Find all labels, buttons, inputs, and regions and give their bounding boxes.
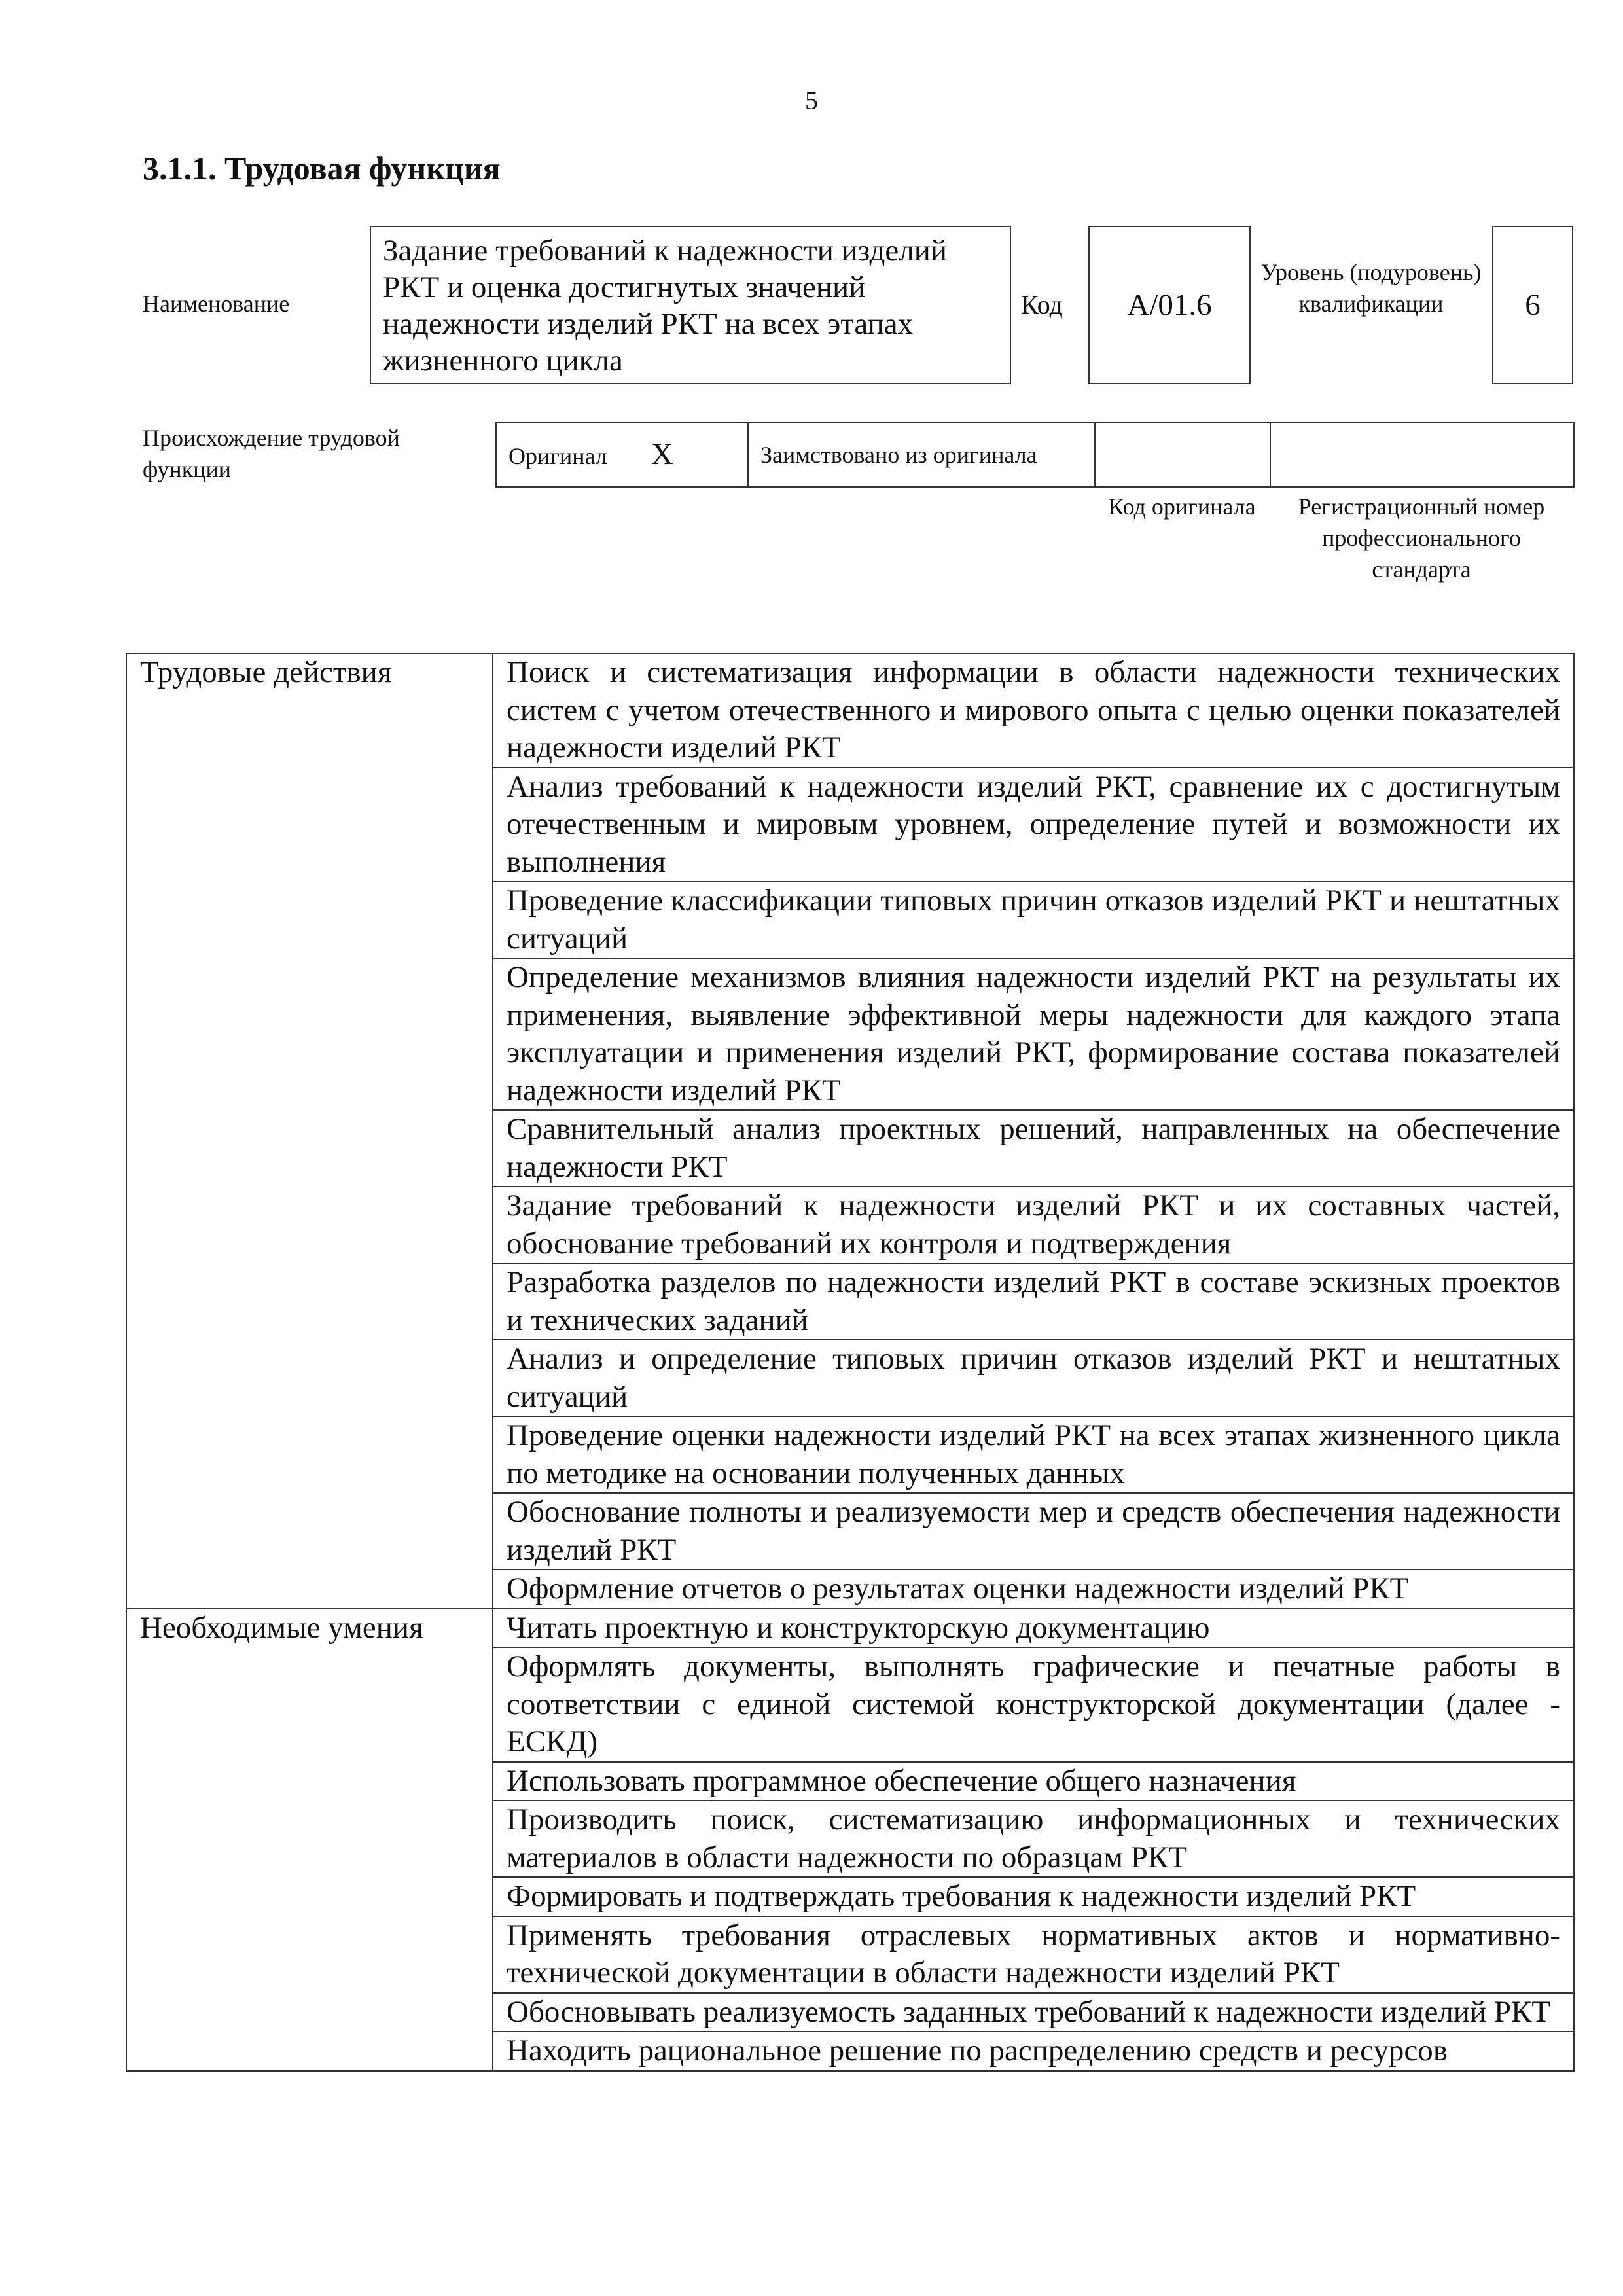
section-category: Трудовые действия [126, 653, 493, 1609]
section-item: Использовать программное обеспечение общего назначения [493, 1762, 1574, 1801]
section-item: Проведение оценки надежности изделий РКТ на всех этапах жизненного цикла по методике на основании полученных данных [493, 1416, 1574, 1493]
section-item: Разработка разделов по надежности изделий РКТ в составе эскизных проектов и технических заданий [493, 1263, 1574, 1340]
table-row [126, 653, 1574, 768]
original-label: Оригинал [508, 442, 607, 469]
level-value: 6 [1525, 288, 1541, 322]
section-title: 3.1.1. Трудовая функция [143, 150, 501, 187]
section-item: Применять требования отраслевых нормативных актов и нормативно-технической документации в области надежности изделий РКТ [493, 1916, 1574, 1993]
section-item: Читать проектную и конструкторскую документацию [493, 1609, 1574, 1648]
page-number: 5 [805, 86, 818, 115]
reg-number-cell [1270, 423, 1574, 487]
origin-label: Происхождение трудовой функции [143, 425, 400, 482]
section-item: Проведение классификации типовых причин отказов изделий РКТ и нештатных ситуаций [493, 882, 1574, 958]
borrowed-label: Заимствовано из оригинала [760, 442, 1037, 468]
function-name-box [370, 226, 1011, 384]
section-item: Поиск и систематизация информации в области надежности технических систем с учетом отечественного и мирового опыта с целью оценки показателей надежности изделий РКТ [493, 653, 1574, 768]
section-category: Необходимые умения [126, 1609, 493, 2071]
original-mark: X [651, 437, 673, 471]
function-name-value: Задание требований к надежности изделий РКТ и оценка достигнутых значений надежности изделий РКТ на всех этапах жизненного цикла [383, 234, 947, 378]
section-item: Определение механизмов влияния надежности изделий РКТ на результаты их применения, выявление эффективной меры надежности для каждого этапа эксплуатации и применения изделий РКТ, формирование состава показателей надежности изделий РКТ [493, 958, 1574, 1110]
functions-table [126, 653, 1575, 2072]
section-item: Оформление отчетов о результатах оценки надежности изделий РКТ [493, 1570, 1574, 1609]
section-item: Анализ требований к надежности изделий РКТ, сравнение их с достигнутым отечественным и мировым уровнем, определение путей и возможности их выполнения [493, 768, 1574, 882]
origin-original-cell [496, 423, 748, 487]
table-row [126, 1609, 1574, 1648]
section-item: Задание требований к надежности изделий РКТ и их составных частей, обоснование требований их контроля и подтверждения [493, 1187, 1574, 1263]
level-label: Уровень (подуровень) квалификации [1260, 259, 1482, 317]
code-box [1088, 226, 1251, 384]
reg-number-label: Регистрационный номер профессионального стандарта [1298, 493, 1545, 583]
section-item: Анализ и определение типовых причин отказов изделий РКТ и нештатных ситуаций [493, 1340, 1574, 1416]
origin-borrowed-cell [748, 423, 1095, 487]
level-box [1492, 226, 1573, 384]
code-value: A/01.6 [1127, 288, 1212, 322]
code-label: Код [1021, 290, 1063, 319]
original-code-cell [1095, 423, 1270, 487]
section-item: Оформлять документы, выполнять графические и печатные работы в соответствии с единой системой конструкторской документации (далее - ЕСКД) [493, 1647, 1574, 1762]
origin-table [495, 422, 1575, 488]
name-label: Наименование [143, 291, 290, 317]
section-item: Производить поиск, систематизацию информационных и технических материалов в области надежности по образцам РКТ [493, 1801, 1574, 1877]
original-code-label: Код оригинала [1108, 493, 1256, 520]
section-item: Находить рациональное решение по распределению средств и ресурсов [493, 2032, 1574, 2071]
section-item: Обосновывать реализуемость заданных требований к надежности изделий РКТ [493, 1993, 1574, 2032]
section-item: Формировать и подтверждать требования к надежности изделий РКТ [493, 1877, 1574, 1916]
section-item: Обоснование полноты и реализуемости мер и средств обеспечения надежности изделий РКТ [493, 1493, 1574, 1570]
section-item: Сравнительный анализ проектных решений, направленных на обеспечение надежности РКТ [493, 1110, 1574, 1187]
